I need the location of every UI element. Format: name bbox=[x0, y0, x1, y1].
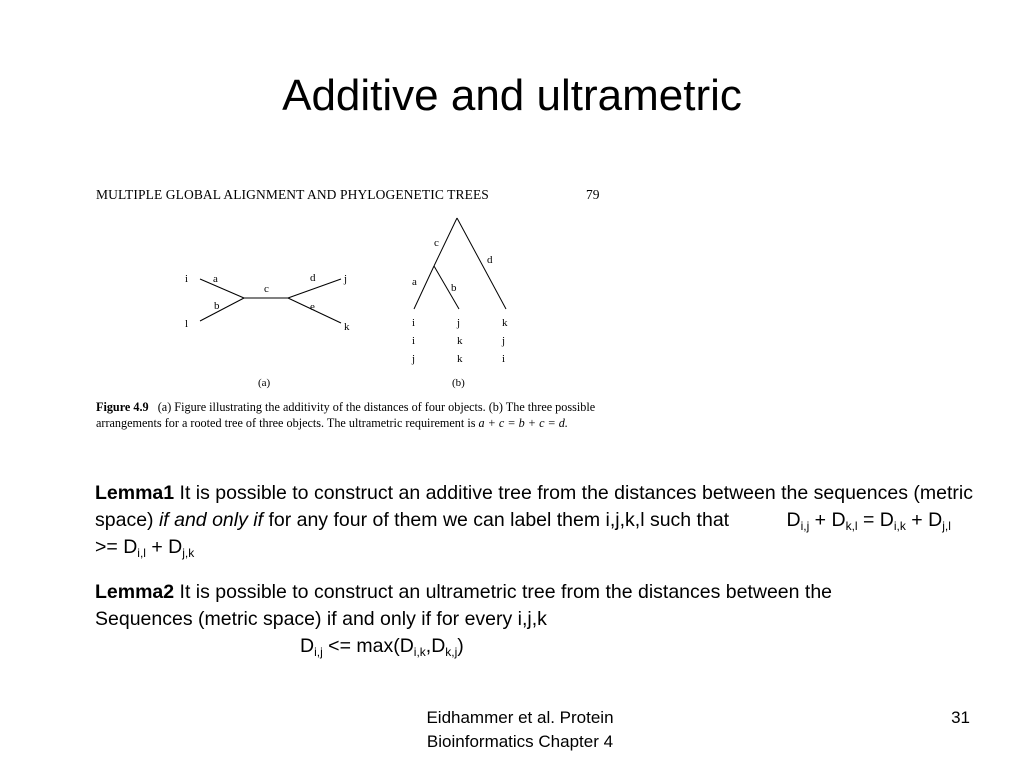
lemma2-text-1: It is possible to construct an ultrametric tree from the distances between the bbox=[179, 581, 833, 603]
lemma2-text-2: Sequences (metric space) if and only if for every i,j,k bbox=[95, 608, 547, 630]
arrangement-2-leaf-2: k bbox=[457, 335, 463, 347]
panel-b-labels bbox=[411, 237, 508, 389]
lemma2-paragraph bbox=[95, 579, 975, 660]
figure-caption bbox=[96, 400, 604, 431]
formula-subscript: i,l bbox=[137, 546, 146, 560]
arrangement-1-leaf-2: j bbox=[457, 317, 461, 329]
figure-caption-label: Figure 4.9 bbox=[96, 400, 149, 414]
lemma1-text-1: It is possible to construct an additive tree from the distances between the sequences (metric space) bbox=[95, 482, 973, 531]
slide-title: Additive and ultrametric bbox=[282, 71, 742, 120]
formula-term: D bbox=[786, 509, 801, 531]
edge-d-label-b: d bbox=[487, 254, 493, 266]
formula-term: ) bbox=[457, 635, 464, 657]
edge-d-line-b bbox=[457, 218, 506, 309]
panel-b-caption-label: (b) bbox=[452, 377, 465, 389]
formula-subscript: i,j bbox=[800, 519, 810, 533]
footer-source bbox=[380, 706, 660, 754]
formula-term: ,D bbox=[425, 635, 446, 657]
formula-subscript: i,j bbox=[314, 645, 323, 659]
edge-a-line bbox=[200, 279, 244, 298]
formula-subscript: j,k bbox=[182, 546, 195, 560]
formula-term: = D bbox=[857, 509, 894, 531]
lemma2-label: Lemma2 bbox=[95, 581, 175, 603]
edge-c-label: c bbox=[264, 283, 269, 295]
edge-a-label: a bbox=[213, 273, 218, 285]
figure-running-header: MULTIPLE GLOBAL ALIGNMENT AND PHYLOGENETIC TREES bbox=[96, 187, 489, 202]
lemma1-emphasis: if and only if bbox=[158, 509, 264, 531]
slide-number: 31 bbox=[951, 708, 970, 727]
edge-d-label: d bbox=[310, 272, 316, 284]
edge-a-label-b: a bbox=[412, 276, 417, 288]
leaf-j-label: j bbox=[344, 273, 348, 285]
edge-b-label-b: b bbox=[451, 282, 457, 294]
formula-subscript: i,k bbox=[893, 519, 906, 533]
edge-b-label: b bbox=[214, 300, 220, 312]
panel-a-tree bbox=[200, 279, 341, 323]
arrangement-3-leaf-2: k bbox=[457, 353, 463, 365]
edge-c-label-b: c bbox=[434, 237, 439, 249]
leaf-l-label: l bbox=[185, 318, 189, 330]
formula-subscript: i,k bbox=[413, 645, 426, 659]
formula-subscript: k,j bbox=[445, 645, 458, 659]
formula-term: + D bbox=[145, 536, 183, 558]
formula-subscript: j,l bbox=[942, 519, 951, 533]
formula-term: >= D bbox=[95, 536, 138, 558]
lemma2-formula bbox=[300, 635, 464, 657]
formula-subscript: k,l bbox=[845, 519, 858, 533]
textbook-figure bbox=[92, 182, 607, 454]
leaf-k-label: k bbox=[344, 321, 350, 333]
panel-a-caption-label: (a) bbox=[258, 377, 271, 389]
edge-a-line-b bbox=[414, 266, 434, 309]
arrangement-3-leaf-1: j bbox=[412, 353, 416, 365]
arrangement-1-leaf-1: i bbox=[412, 317, 416, 329]
lemma1-text-2: for any four of them we can label them i,j,k,l such that bbox=[268, 509, 730, 531]
arrangement-1-leaf-3: k bbox=[502, 317, 508, 329]
panel-a-labels bbox=[185, 272, 350, 389]
edge-b-line bbox=[200, 298, 244, 321]
formula-term: + D bbox=[809, 509, 846, 531]
edge-e-label: e bbox=[310, 301, 315, 313]
lemma1-label: Lemma1 bbox=[95, 482, 175, 504]
footer-source-line-1: Eidhammer et al. Protein bbox=[426, 708, 614, 727]
figure-caption-text: (a) Figure illustrating the additivity of the distances of four objects. (b) The three possible arrangements for a rooted tree of three objects. The ultrametric requirement is bbox=[96, 400, 596, 430]
arrangement-3-leaf-3: i bbox=[502, 353, 506, 365]
formula-term: D bbox=[300, 635, 315, 657]
formula-term: <= max(D bbox=[322, 635, 414, 657]
formula-term: + D bbox=[905, 509, 943, 531]
footer-source-line-2: Bioinformatics Chapter 4 bbox=[426, 732, 614, 751]
lemma1-paragraph bbox=[95, 480, 975, 561]
figure-page-number: 79 bbox=[586, 187, 600, 202]
arrangement-2-leaf-1: i bbox=[412, 335, 416, 347]
figure-caption-equation: a + c = b + c = d. bbox=[478, 415, 568, 430]
arrangement-2-leaf-3: j bbox=[502, 335, 506, 347]
leaf-i-label: i bbox=[185, 273, 189, 285]
